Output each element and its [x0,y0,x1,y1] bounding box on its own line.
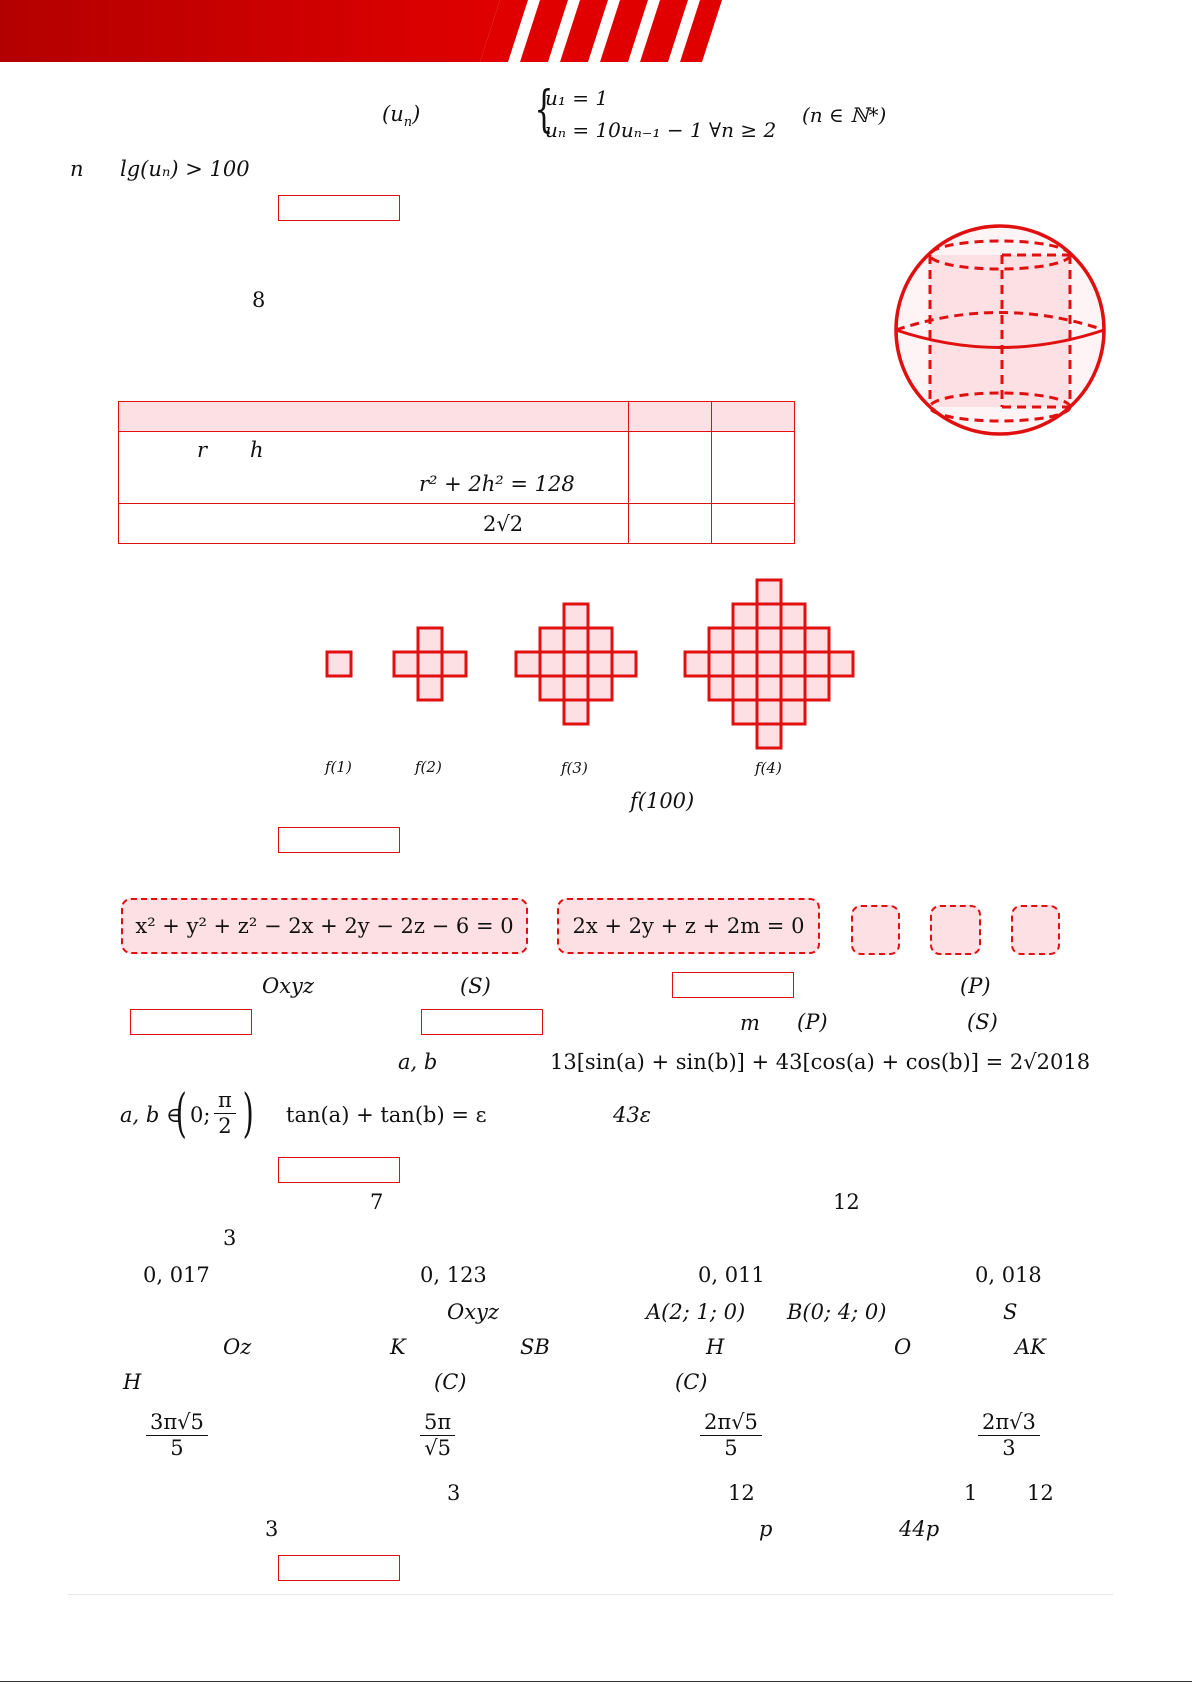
s-label: (S) [460,974,491,998]
table-row [119,432,795,504]
n-var: n [70,157,84,181]
f100-text: f(100) [630,789,695,813]
table-header-cell [629,402,712,432]
footer-bottom-line [0,1681,1192,1682]
interval-close: ) [242,1084,254,1144]
square-pattern-figure [300,570,880,755]
answer-box-3[interactable] [672,972,794,998]
table-cell [712,504,795,544]
header-banner [0,0,1192,64]
option-c: 0, 011 [698,1263,765,1287]
s-label-2: (S) [967,1010,998,1034]
plane-equation-box: 2x + 2y + z + 2m = 0 [557,898,820,954]
table-cell [712,432,795,504]
point-k: K [390,1335,406,1359]
q8-ans: 44p [899,1517,940,1541]
curve-c: (C) [434,1370,467,1394]
number-three: 3 [223,1226,237,1250]
frac-num: 3π√5 [146,1410,208,1436]
seq-close: ) [412,102,421,126]
frac-den: 5 [170,1436,184,1461]
log-inequality: lg(uₙ) > 100 [120,157,250,181]
var-h: h [250,438,264,462]
q7-option-d [978,1410,1040,1461]
seq-sub: n [403,115,413,131]
oxyz-label-2: Oxyz [447,1300,499,1324]
interval-open: ( [175,1084,187,1144]
point-s: S [1003,1300,1018,1324]
interval-zero: 0; [190,1103,211,1127]
table-header-row [119,402,795,432]
frac-num: 2π√3 [978,1410,1040,1436]
number-seven: 7 [370,1190,384,1214]
oxyz-label: Oxyz [262,974,314,998]
q7-option-a [146,1410,208,1461]
figure-label-f2: f(2) [415,758,442,776]
m-label: m [740,1011,760,1035]
seq-open: (u [382,102,404,126]
system-line-1: u₁ = 1 [545,86,609,110]
option-d: 0, 018 [975,1263,1042,1287]
option-a: 0, 017 [143,1263,210,1287]
option-dash-box-3 [1011,905,1060,955]
option-b: 0, 123 [420,1263,487,1287]
p-label-2: (P) [797,1010,828,1034]
table-equation: r² + 2h² = 128 [419,472,575,496]
system-line-2: uₙ = 10uₙ₋₁ − 1 ∀n ≥ 2 [545,118,777,142]
answer-box-1[interactable] [278,195,400,221]
q8-twelve: 12 [728,1481,755,1505]
table-cell [119,504,629,544]
frac-den: 3 [1002,1436,1016,1461]
q8-p: p [759,1517,773,1541]
figure-label-f1: f(1) [325,758,352,776]
curve-c-2: (C) [675,1370,708,1394]
pi-num: π [214,1088,236,1114]
number-twelve: 12 [833,1190,860,1214]
point-h: H [706,1335,725,1359]
frac-num: 5π [420,1410,455,1436]
answer-box-7[interactable] [278,1555,400,1581]
q8-twelve-2: 12 [1027,1481,1054,1505]
q7-option-b [420,1410,455,1461]
table-cell [629,432,712,504]
option-dash-box-1 [851,905,900,955]
number-eight: 8 [252,288,266,312]
two-den: 2 [218,1114,232,1139]
frac-den: √5 [424,1436,451,1461]
ans-43e: 43ε [613,1103,651,1127]
segment-ak: AK [1015,1335,1046,1359]
axis-oz: Oz [223,1335,252,1359]
q8-three-2: 3 [265,1517,279,1541]
var-r: r [197,438,208,462]
q8-one: 1 [964,1481,978,1505]
ab-vars: a, b [398,1050,438,1074]
sphere-cylinder-figure [890,223,1110,438]
point-h-2: H [123,1370,142,1394]
table-row [119,504,795,544]
sphere-equation-box: x² + y² + z² − 2x + 2y − 2z − 6 = 0 [121,898,528,954]
point-o: O [894,1335,912,1359]
frac-den: 5 [724,1436,738,1461]
frac-num: 2π√5 [700,1410,762,1436]
answer-box-2[interactable] [278,827,400,853]
tan-equation: tan(a) + tan(b) = ε [286,1103,487,1127]
sequence-symbol [382,102,420,130]
figure-label-f3: f(3) [561,759,588,777]
option-dash-box-2 [930,905,981,955]
table-value: 2√2 [483,512,524,536]
table-cell [629,504,712,544]
table-header-cell [119,402,629,432]
interval-frac [214,1088,236,1139]
footer-divider [68,1594,1113,1595]
table-cell [119,432,629,504]
figure-label-f4: f(4) [755,759,782,777]
q8-three: 3 [447,1481,461,1505]
segment-sb: SB [520,1335,550,1359]
ab-in: a, b ∈ [120,1103,182,1127]
answer-box-4[interactable] [130,1009,252,1035]
trig-equation: 13[sin(a) + sin(b)] + 43[cos(a) + cos(b)] = 2√2018 [550,1050,1091,1074]
answer-box-6[interactable] [278,1157,400,1183]
point-b: B(0; 4; 0) [787,1300,887,1324]
system-brace: { [534,80,554,138]
q7-option-c [700,1410,762,1461]
answer-box-5[interactable] [421,1009,543,1035]
scoring-table [118,401,795,544]
table-header-cell [712,402,795,432]
p-label: (P) [960,974,991,998]
point-a: A(2; 1; 0) [646,1300,746,1324]
domain-note: (n ∈ ℕ*) [802,103,887,127]
